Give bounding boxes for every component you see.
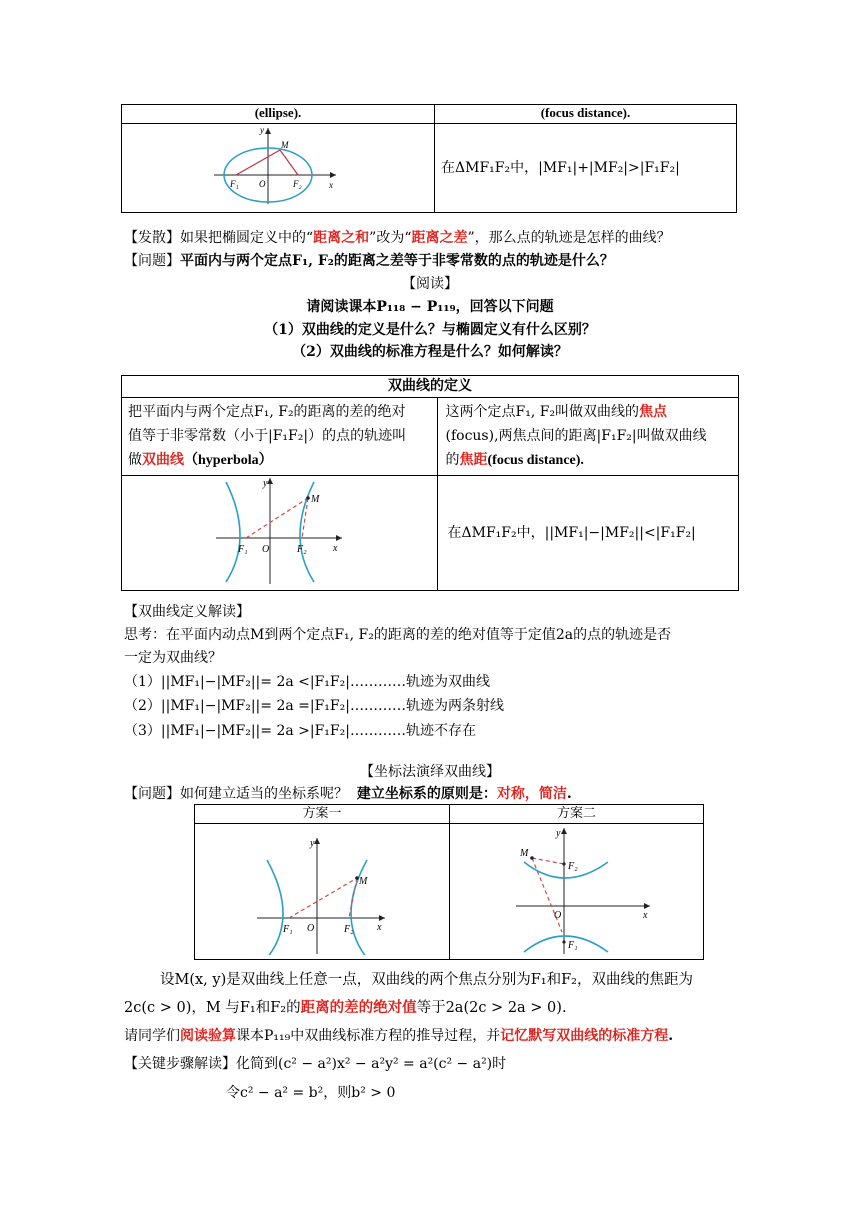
derivation-paragraph-2: 2c(c > 0)，M 与F₁和F₂的距离的差的绝对值等于2a(2c > 2a > 0). (124, 999, 567, 1016)
origin-label: O (259, 179, 266, 189)
x-axis-label: x (643, 910, 648, 921)
hyperbola-triangle-cell (437, 476, 739, 591)
y-axis-label: y (260, 125, 264, 135)
coordinate-heading: 【坐标法演绎双曲线】 (360, 764, 500, 780)
definition-left-line-2: 值等于非零常数（小于|F₁F₂|）的点的轨迹叫 (128, 428, 407, 444)
reading-heading: 【阅读】 (402, 276, 458, 292)
ellipse-label: (ellipse). (254, 105, 302, 120)
principle-text: 建立坐标系的原则是： (356, 786, 497, 802)
y-axis-label: y (310, 838, 315, 849)
question-tag: 【问题】 (124, 253, 180, 269)
point-m-label: M (281, 140, 289, 150)
focus-f2-label: F₂ (293, 179, 302, 189)
reading-instruction: 请阅读课本P₁₁₈ − P₁₁₉，回答以下问题 (306, 299, 554, 315)
ellipse-figure-cell (122, 124, 435, 213)
x-axis-label: x (329, 180, 333, 190)
focus-f1-label: F₁ (283, 924, 293, 935)
definition-right-line-1: 这两个定点F₁, F₂叫做双曲线的焦点 (445, 404, 668, 420)
question-text: 平面内与两个定点F₁, F₂的距离之差等于非零常数的点的轨迹是什么？ (180, 253, 614, 269)
abs-difference-highlight: 距离的差的绝对值 (300, 999, 417, 1016)
plan-1-diagram (195, 824, 449, 955)
x-axis-label: x (333, 543, 338, 554)
derivation-paragraph-3: 请同学们阅读验算课本P₁₁₉中双曲线标准方程的推导过程，并记忆默写双曲线的标准方程. (124, 1028, 674, 1044)
plan-2-header: 方案二 (450, 805, 704, 824)
y-axis-label: y (556, 828, 561, 839)
focus-f2-label: F₂ (344, 924, 354, 935)
focus-f2-label: F₂ (297, 544, 307, 555)
origin-label: O (262, 544, 270, 555)
divergence-post: ”，那么点的轨迹是怎样的曲线？ (467, 230, 671, 246)
focus-f1-label: F₁ (238, 544, 248, 555)
focal-distance-term: 焦距 (459, 452, 488, 468)
coordinate-plans-table (194, 804, 704, 960)
definition-left-line-3: 做双曲线（hyperbola） (128, 452, 273, 468)
hyperbola-figure-cell (122, 476, 438, 591)
plan-1-header: 方案一 (195, 805, 450, 824)
plan-2-figure-cell (450, 824, 704, 960)
divergence-mid: ”改为“ (369, 230, 412, 246)
coordinate-question-line: 【问题】如何建立适当的坐标系呢？ 建立坐标系的原则是：对称，简洁. (124, 786, 572, 802)
definition-left-cell (122, 398, 438, 476)
coordinate-question-tag: 【问题】 (124, 786, 180, 802)
distance-difference-highlight: 距离之差 (411, 230, 468, 246)
read-verify-highlight: 阅读验算 (180, 1028, 236, 1044)
ellipse-table (121, 104, 737, 213)
hyperbola-term: 双曲线 (142, 452, 184, 468)
key-step-line (124, 1053, 506, 1075)
divergence-pre: 如果把椭圆定义中的“ (180, 230, 314, 246)
definition-left-line-1: 把平面内与两个定点F₁, F₂的距离的差的绝对 (128, 404, 406, 420)
point-m-label: M (520, 848, 529, 859)
question-line (124, 250, 614, 272)
memorize-highlight: 记忆默写双曲线的标准方程 (500, 1028, 669, 1044)
ellipse-diagram (122, 124, 434, 208)
reading-question-1: （1）双曲线的定义是什么？与椭圆定义有什么区别？ (264, 322, 596, 338)
hyperbola-diagram (122, 476, 436, 586)
plan-2-diagram (450, 824, 703, 955)
origin-label: O (307, 923, 315, 934)
definition-right-cell (437, 398, 739, 476)
coordinate-question-text: 如何建立适当的坐标系呢？ (180, 786, 348, 802)
ellipse-table-left-header (122, 105, 435, 124)
focus-f2-label: F₂ (568, 861, 578, 872)
ellipse-table-right-header (435, 105, 737, 124)
x-axis-label: x (377, 922, 382, 933)
definition-table (121, 375, 739, 591)
definition-title-cell (122, 376, 739, 398)
interpretation-case-3: （3）||MF₁|−|MF₂||= 2a >|F₁F₂|…………轨迹不存在 (124, 723, 476, 739)
key-step-text: 化简到(c² − a²)x² − a²y² = a²(c² − a²)时 (236, 1056, 507, 1072)
definition-right-line-3: 的焦距(focus distance). (445, 452, 584, 468)
principle-highlight: 对称，简洁 (496, 786, 567, 802)
key-step-tag: 【关键步骤解读】 (124, 1056, 236, 1072)
interpretation-think-1: 思考：在平面内动点M到两个定点F₁, F₂的距离的差的绝对值等于定值2a的点的轨迹是否 (124, 627, 672, 643)
focus-distance-label: (focus distance). (540, 105, 631, 120)
hyperbola-triangle-inequality: 在ΔMF₁F₂中，||MF₁|−|MF₂||<|F₁F₂| (447, 525, 696, 541)
derivation-paragraph-1: 设M(x, y)是双曲线上任意一点，双曲线的两个焦点分别为F₁和F₂，双曲线的焦距为 (160, 972, 693, 988)
ellipse-triangle-cell (435, 124, 737, 213)
focus-f1-label: F₁ (568, 940, 578, 951)
point-m-label: M (359, 876, 368, 887)
distance-sum-highlight: 距离之和 (313, 230, 370, 246)
interpretation-think-2: 一定为双曲线？ (124, 650, 222, 666)
origin-label: O (554, 910, 562, 921)
interpretation-case-2: （2）||MF₁|−|MF₂||= 2a =|F₁F₂|…………轨迹为两条射线 (124, 698, 504, 714)
y-axis-label: y (263, 478, 268, 489)
divergence-line (124, 227, 671, 249)
divergence-tag: 【发散】 (124, 230, 180, 246)
definition-title: 双曲线的定义 (388, 378, 472, 394)
ellipse-triangle-inequality: 在ΔMF₁F₂中，|MF₁|+|MF₂|>|F₁F₂| (441, 160, 680, 176)
let-step-line: 令c² − a² = b²，则b² > 0 (226, 1085, 396, 1101)
reading-question-2: （2）双曲线的标准方程是什么？如何解读？ (292, 344, 568, 360)
interpretation-heading: 【双曲线定义解读】 (124, 604, 250, 620)
definition-right-line-2: (focus),两焦点间的距离|F₁F₂|叫做双曲线 (445, 428, 707, 444)
focus-term: 焦点 (639, 404, 668, 420)
focus-f1-label: F₁ (230, 179, 239, 189)
point-m-label: M (311, 494, 320, 505)
interpretation-case-1: （1）||MF₁|−|MF₂||= 2a <|F₁F₂|…………轨迹为双曲线 (124, 674, 490, 690)
plan-1-figure-cell (195, 824, 450, 960)
